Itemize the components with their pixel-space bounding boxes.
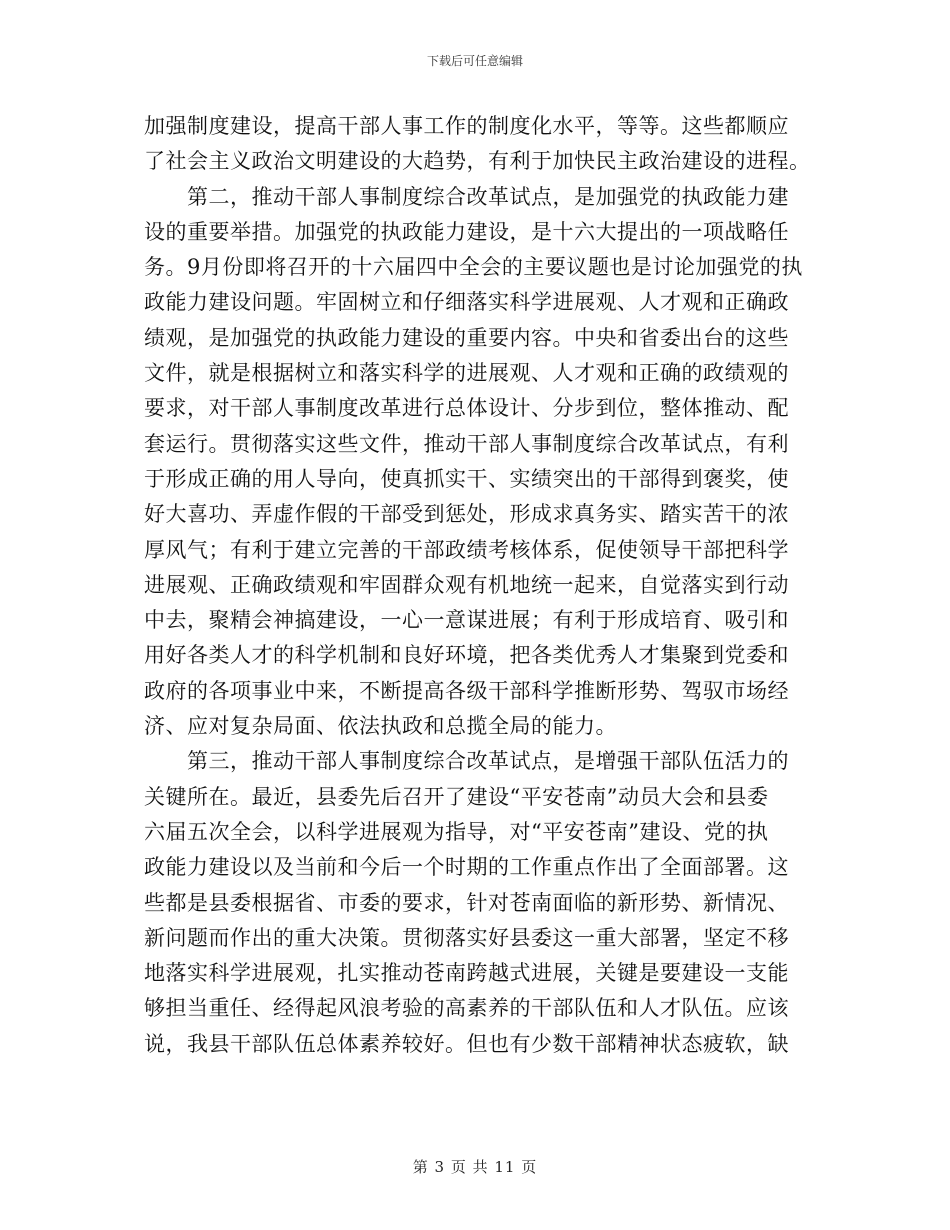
text-line: 加强制度建设，提高干部人事工作的制度化水平，等等。这些都顺应 [144, 114, 789, 138]
text-line: 第二，推动干部人事制度综合改革试点，是加强党的执政能力建 [144, 184, 789, 209]
text-line: 够担当重任、经得起风浪考验的高素养的干部队伍和人才队伍。应该 [144, 996, 789, 1021]
header-note: 下载后可任意编辑 [426, 54, 523, 68]
text-line: 济、应对复杂局面、依法执政和总揽全局的能力。 [144, 714, 617, 739]
text-line: 设的重要举措。加强党的执政能力建设，是十六大提出的一项战略任 [144, 219, 789, 244]
text-line: 了社会主义政治文明建设的大趋势，有利于加快民主政治建设的进程。 [144, 149, 811, 174]
text-line: 要求，对干部人事制度改革进行总体设计、分步到位，整体推动、配 [144, 396, 789, 421]
text-line: 政能力建设问题。牢固树立和仔细落实科学进展观、人才观和正确政 [144, 290, 789, 315]
text-line: 关键所在。最近，县委先后召开了建设“平安苍南”动员大会和县委 [144, 784, 769, 809]
text-line: 套运行。贯彻落实这些文件，推动干部人事制度综合改革试点，有利 [144, 431, 789, 456]
text-line: 务。9月份即将召开的十六届四中全会的主要议题也是讨论加强党的执 [144, 255, 803, 280]
document-body [144, 109, 809, 1062]
text-line: 些都是县委根据省、市委的要求，针对苍南面临的新形势、新情况、 [144, 890, 789, 915]
text-line: 厚风气；有利于建立完善的干部政绩考核体系，促使领导干部把科学 [144, 537, 789, 562]
text-line: 地落实科学进展观，扎实推动苍南跨越式进展，关键是要建设一支能 [144, 961, 789, 986]
text-line: 文件，就是根据树立和落实科学的进展观、人才观和正确的政绩观的 [144, 361, 789, 386]
text-line: 第三，推动干部人事制度综合改革试点，是增强干部队伍活力的 [144, 749, 789, 774]
text-line: 六届五次全会，以科学进展观为指导，对“平安苍南”建设、党的执 [144, 819, 769, 844]
text-line: 政府的各项事业中来，不断提高各级干部科学推断形势、驾驭市场经 [144, 678, 789, 703]
text-line: 说，我县干部队伍总体素养较好。但也有少数干部精神状态疲软，缺 [144, 1031, 789, 1056]
text-line: 好大喜功、弄虚作假的干部受到惩处，形成求真务实、踏实苦干的浓 [144, 502, 789, 527]
page-number-footer: 第 3 页 共 11 页 [412, 1158, 538, 1176]
text-line: 中去，聚精会神搞建设，一心一意谋进展；有利于形成培育、吸引和 [144, 608, 789, 633]
text-line: 用好各类人才的科学机制和良好环境，把各类优秀人才集聚到党委和 [144, 643, 789, 668]
text-line: 新问题而作出的重大决策。贯彻落实好县委这一重大部署，坚定不移 [144, 925, 789, 950]
text-line: 于形成正确的用人导向，使真抓实干、实绩突出的干部得到褒奖，使 [144, 466, 789, 491]
text-line: 进展观、正确政绩观和牢固群众观有机地统一起来，自觉落实到行动 [144, 572, 789, 597]
text-line: 政能力建设以及当前和今后一个时期的工作重点作出了全面部署。这 [144, 855, 789, 880]
text-line: 绩观，是加强党的执政能力建设的重要内容。中央和省委出台的这些 [144, 325, 789, 350]
